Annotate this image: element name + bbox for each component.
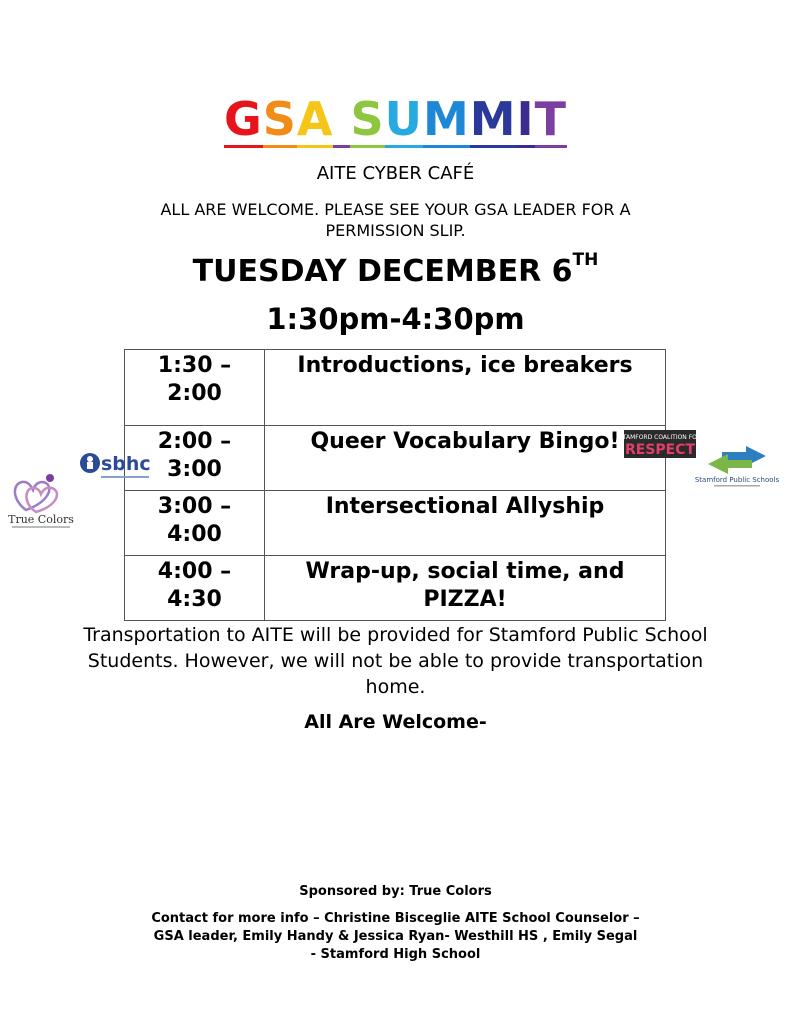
table-row [125, 491, 666, 556]
respect-logo-text: RESPECT [624, 442, 696, 458]
schedule-table [124, 349, 666, 621]
sbhc-logo [79, 448, 154, 484]
stamford-public-schools-logo [694, 440, 780, 490]
all-welcome-text: All Are Welcome- [304, 711, 487, 733]
venue-text: AITE CYBER CAFÉ [316, 163, 475, 184]
sbhc-logo-text: sbhc [101, 453, 151, 475]
welcome-text: ALL ARE WELCOME. PLEASE SEE YOUR GSA LEADER FOR A PERMISSION SLIP. [160, 200, 631, 240]
schedule-time: 4:00 – 4:30 [125, 556, 265, 621]
title-letters [224, 93, 567, 145]
schedule-time: 1:30 – 2:00 [125, 350, 265, 426]
title-letter: I [516, 92, 535, 146]
sps-logo-text: Stamford Public Schools [694, 476, 780, 484]
title-letter: A [296, 92, 334, 146]
title-letter: T [534, 92, 568, 146]
true-colors-logo-text: True Colors [8, 513, 74, 526]
schedule-time: 2:00 – 3:00 [125, 426, 265, 491]
page-title [0, 92, 791, 146]
transport-note: Transportation to AITE will be provided for Stamford Public School Students. However, we will not be able to provide transportation home. [83, 624, 708, 698]
schedule-activity: Introductions, ice breakers [265, 350, 666, 426]
contact-text: Contact for more info – Christine Bisceglie AITE School Counselor – GSA leader, Emily Handy & Jessica Ryan- Westhill HS , Emily Segal - Stamford High School [151, 911, 640, 962]
event-date [0, 250, 791, 289]
event-time: 1:30pm-4:30pm [266, 302, 525, 336]
respect-logo [618, 430, 702, 458]
date-suffix: TH [572, 250, 599, 270]
schedule-time: 3:00 – 4:00 [125, 491, 265, 556]
schedule-activity: Intersectional Allyship [265, 491, 666, 556]
title-letter: U [384, 92, 423, 146]
title-letter: M [422, 92, 470, 146]
sponsor-text: Sponsored by: True Colors [299, 884, 492, 899]
true-colors-logo [6, 466, 76, 532]
title-letter [333, 93, 350, 148]
table-row [125, 426, 666, 491]
title-letter: G [223, 92, 263, 146]
table-row [125, 350, 666, 426]
respect-logo-subtitle: STAMFORD COALITION FOR [618, 434, 702, 441]
title-letter: S [262, 92, 297, 146]
title-letter: M [469, 92, 517, 146]
schedule-activity: Queer Vocabulary Bingo! [265, 426, 666, 491]
date-text: TUESDAY DECEMBER 6 [192, 254, 573, 289]
schedule-activity: Wrap-up, social time, and PIZZA! [265, 556, 666, 621]
table-row [125, 556, 666, 621]
title-letter: S [350, 92, 385, 146]
